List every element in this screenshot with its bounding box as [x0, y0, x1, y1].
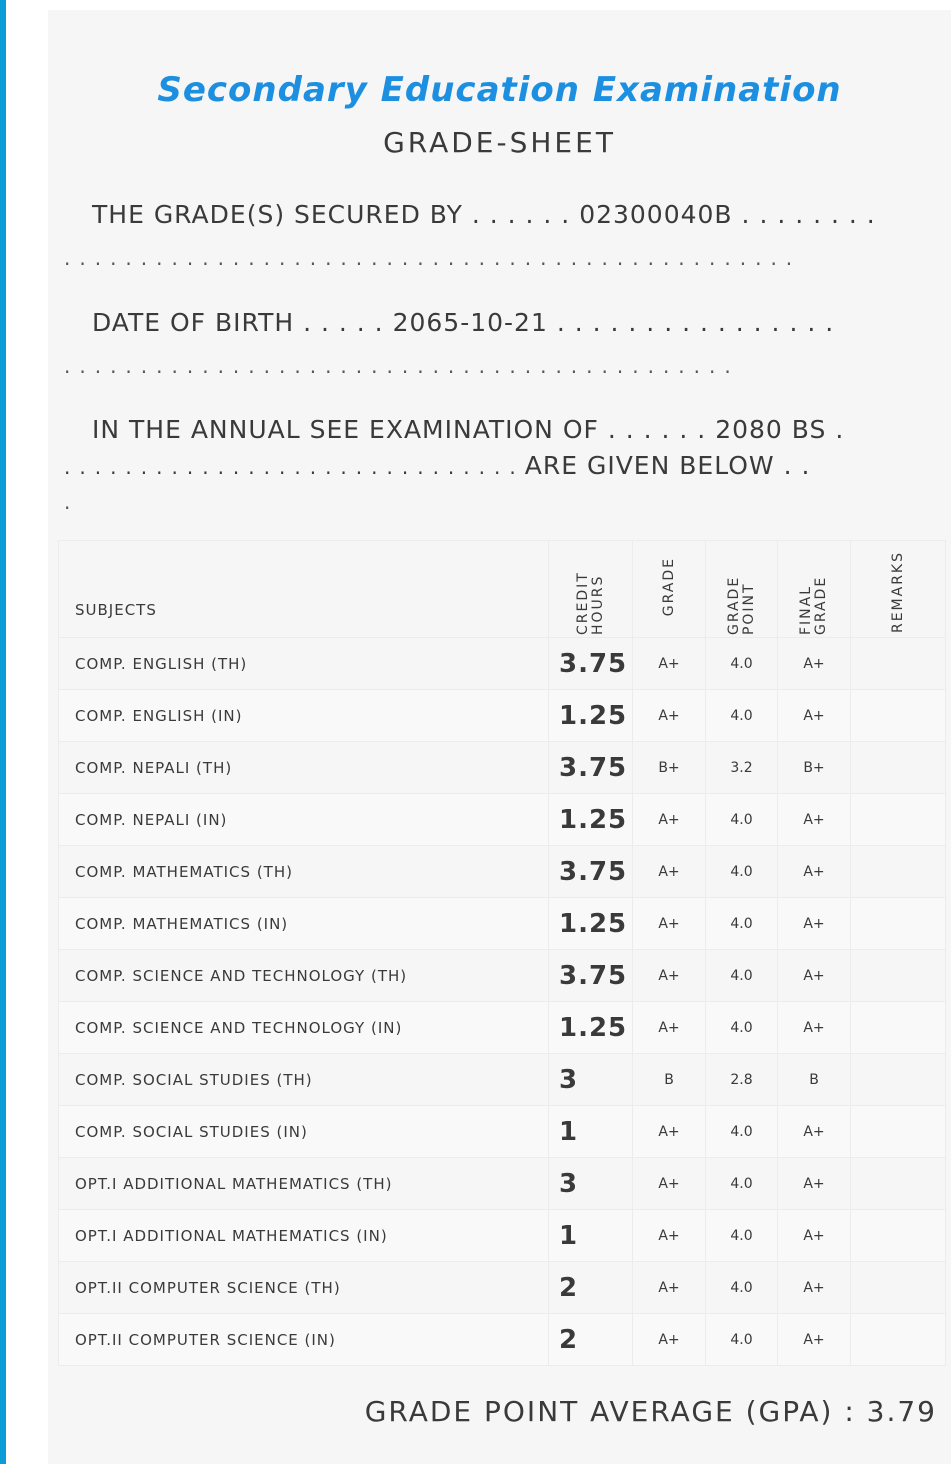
grade-cell: B+ — [633, 742, 706, 794]
remarks-cell — [851, 1054, 946, 1106]
final-grade-cell: A+ — [778, 950, 851, 1002]
dotted-line: ................................................ — [64, 246, 802, 270]
credit-hours-cell: 1.25 — [549, 690, 633, 742]
final-grade-cell: B — [778, 1054, 851, 1106]
subject-cell: COMP. ENGLISH (TH) — [59, 638, 549, 690]
grade-cell: A+ — [633, 846, 706, 898]
final-grade-cell: A+ — [778, 690, 851, 742]
grade-point-cell: 4.0 — [706, 1314, 778, 1366]
exam-title: Secondary Education Examination — [157, 70, 842, 110]
grade-point-cell: 4.0 — [706, 1158, 778, 1210]
credit-hours-cell: 3.75 — [549, 846, 633, 898]
credit-hours-cell: 2 — [549, 1262, 633, 1314]
grade-cell: A+ — [633, 794, 706, 846]
header-final-grade: FINAL GRADE — [778, 541, 851, 638]
dotted-line: ............................................ — [64, 354, 740, 378]
credit-hours-cell: 3.75 — [549, 638, 633, 690]
final-grade-cell: A+ — [778, 1002, 851, 1054]
credit-hours-cell: 1 — [549, 1210, 633, 1262]
table-row — [59, 1054, 946, 1106]
exam-line: IN THE ANNUAL SEE EXAMINATION OF . . . . . . 2080 BS . — [92, 415, 845, 444]
dob-value: 2065-10-21 — [392, 308, 548, 337]
grade-cell: A+ — [633, 950, 706, 1002]
table-row — [59, 742, 946, 794]
subject-cell: OPT.I ADDITIONAL MATHEMATICS (IN) — [59, 1210, 549, 1262]
grade-point-cell: 4.0 — [706, 898, 778, 950]
credit-hours-cell: 3.75 — [549, 950, 633, 1002]
dob-line: DATE OF BIRTH . . . . . 2065-10-21 . . . . . . . . . . . . . . . . — [92, 308, 835, 337]
table-row — [59, 1314, 946, 1366]
grade-cell: A+ — [633, 1210, 706, 1262]
grade-sheet-heading: GRADE-SHEET — [383, 126, 616, 159]
grade-point-cell: 4.0 — [706, 638, 778, 690]
subject-cell: COMP. SOCIAL STUDIES (TH) — [59, 1054, 549, 1106]
subject-cell: COMP. NEPALI (IN) — [59, 794, 549, 846]
grade-point-cell: 4.0 — [706, 690, 778, 742]
subject-cell: OPT.II COMPUTER SCIENCE (TH) — [59, 1262, 549, 1314]
secured-by-line: THE GRADE(S) SECURED BY . . . . . . 02300040B . . . . . . . . — [92, 200, 876, 229]
grade-cell: A+ — [633, 1262, 706, 1314]
credit-hours-cell: 1.25 — [549, 898, 633, 950]
dob-label: DATE OF BIRTH — [92, 308, 295, 337]
subject-cell: OPT.I ADDITIONAL MATHEMATICS (TH) — [59, 1158, 549, 1210]
credit-hours-cell: 3.75 — [549, 742, 633, 794]
grade-point-cell: 4.0 — [706, 1262, 778, 1314]
grade-point-cell: 2.8 — [706, 1054, 778, 1106]
grade-cell: A+ — [633, 690, 706, 742]
remarks-cell — [851, 1210, 946, 1262]
remarks-cell — [851, 1262, 946, 1314]
subject-cell: COMP. ENGLISH (IN) — [59, 690, 549, 742]
remarks-cell — [851, 1158, 946, 1210]
remarks-cell — [851, 950, 946, 1002]
credit-hours-cell: 1.25 — [549, 794, 633, 846]
grade-cell: A+ — [633, 1158, 706, 1210]
remarks-cell — [851, 846, 946, 898]
table-row — [59, 690, 946, 742]
symbol-number: 02300040B — [579, 200, 733, 229]
subject-cell: COMP. SCIENCE AND TECHNOLOGY (IN) — [59, 1002, 549, 1054]
table-row — [59, 950, 946, 1002]
remarks-cell — [851, 742, 946, 794]
grade-point-cell: 4.0 — [706, 1106, 778, 1158]
header-remarks: REMARKS — [851, 541, 946, 638]
header-subjects: SUBJECTS — [59, 541, 549, 638]
grade-point-cell: 4.0 — [706, 846, 778, 898]
credit-hours-cell: 1.25 — [549, 1002, 633, 1054]
final-grade-cell: A+ — [778, 1158, 851, 1210]
header-grade: GRADE — [633, 541, 706, 638]
table-row — [59, 846, 946, 898]
subject-cell: COMP. MATHEMATICS (TH) — [59, 846, 549, 898]
subject-cell: COMP. SCIENCE AND TECHNOLOGY (TH) — [59, 950, 549, 1002]
table-row — [59, 1158, 946, 1210]
table-row — [59, 1002, 946, 1054]
left-accent-bar — [0, 0, 6, 1464]
grade-cell: B — [633, 1054, 706, 1106]
grade-point-cell: 3.2 — [706, 742, 778, 794]
table-header-row — [59, 541, 946, 638]
final-grade-cell: A+ — [778, 846, 851, 898]
grade-cell: A+ — [633, 1314, 706, 1366]
subject-cell: COMP. NEPALI (TH) — [59, 742, 549, 794]
grade-point-cell: 4.0 — [706, 794, 778, 846]
credit-hours-cell: 2 — [549, 1314, 633, 1366]
remarks-cell — [851, 1314, 946, 1366]
dotted-line: . — [64, 490, 80, 514]
grade-cell: A+ — [633, 898, 706, 950]
given-below: ARE GIVEN BELOW — [524, 451, 775, 480]
remarks-cell — [851, 1002, 946, 1054]
remarks-cell — [851, 1106, 946, 1158]
table-row — [59, 1210, 946, 1262]
final-grade-cell: A+ — [778, 1106, 851, 1158]
header-grade-point: GRADE POINT — [706, 541, 778, 638]
subject-cell: COMP. MATHEMATICS (IN) — [59, 898, 549, 950]
credit-hours-cell: 1 — [549, 1106, 633, 1158]
table-row — [59, 898, 946, 950]
table-row — [59, 638, 946, 690]
given-below-line: ..............................ARE GIVEN BELOW . . — [64, 451, 811, 480]
final-grade-cell: A+ — [778, 638, 851, 690]
table-row — [59, 1106, 946, 1158]
grade-cell: A+ — [633, 1002, 706, 1054]
remarks-cell — [851, 690, 946, 742]
subject-cell: OPT.II COMPUTER SCIENCE (IN) — [59, 1314, 549, 1366]
header-credit-hours: CREDIT HOURS — [549, 541, 633, 638]
credit-hours-cell: 3 — [549, 1158, 633, 1210]
grade-cell: A+ — [633, 638, 706, 690]
final-grade-cell: A+ — [778, 898, 851, 950]
secured-by-label: THE GRADE(S) SECURED BY — [92, 200, 463, 229]
gpa-summary: GRADE POINT AVERAGE (GPA) : 3.79 — [364, 1395, 937, 1428]
subject-cell: COMP. SOCIAL STUDIES (IN) — [59, 1106, 549, 1158]
table-row — [59, 794, 946, 846]
grade-point-cell: 4.0 — [706, 1210, 778, 1262]
credit-hours-cell: 3 — [549, 1054, 633, 1106]
grade-point-cell: 4.0 — [706, 950, 778, 1002]
remarks-cell — [851, 794, 946, 846]
final-grade-cell: A+ — [778, 794, 851, 846]
final-grade-cell: A+ — [778, 1210, 851, 1262]
final-grade-cell: B+ — [778, 742, 851, 794]
final-grade-cell: A+ — [778, 1314, 851, 1366]
exam-year: 2080 BS — [715, 415, 827, 444]
remarks-cell — [851, 898, 946, 950]
final-grade-cell: A+ — [778, 1262, 851, 1314]
grades-table — [58, 540, 946, 1366]
grade-point-cell: 4.0 — [706, 1002, 778, 1054]
table-row — [59, 1262, 946, 1314]
remarks-cell — [851, 638, 946, 690]
exam-label: IN THE ANNUAL SEE EXAMINATION OF — [92, 415, 599, 444]
grade-cell: A+ — [633, 1106, 706, 1158]
